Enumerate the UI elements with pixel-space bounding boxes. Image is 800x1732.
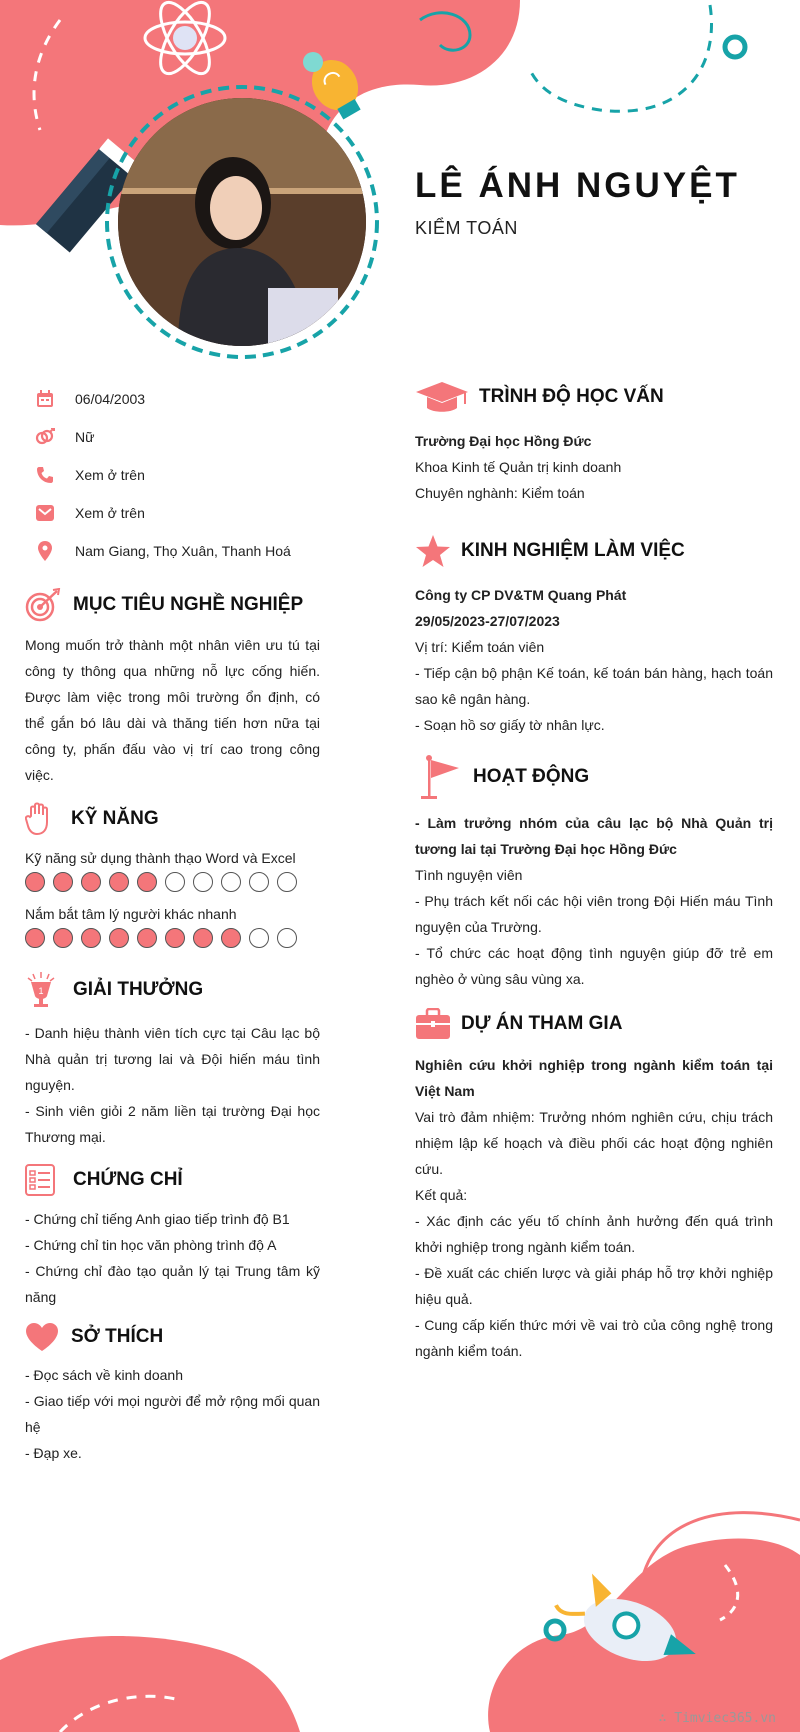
education-title: TRÌNH ĐỘ HỌC VẤN [479,386,664,407]
rating-dot-empty [277,872,297,892]
rating-dot-filled [81,928,101,948]
project-item: Kết quả: [415,1187,468,1203]
rating-dot-filled [109,928,129,948]
hobbies-list [25,1362,320,1466]
certificate-item: - Chứng chỉ đào tạo quản lý tại Trung tâm kỹ năng [25,1263,320,1305]
contact-address [25,532,320,570]
rating-dot-filled [193,928,213,948]
certificate-item: - Chứng chỉ tin học văn phòng trình độ A [25,1237,277,1253]
education-details [415,428,773,506]
hobbies-title: SỞ THÍCH [71,1326,164,1347]
experience-header [415,534,773,568]
bulb-cap [303,52,323,72]
certificates-title: CHỨNG CHỈ [73,1169,183,1190]
rating-dot-filled [53,928,73,948]
rating-dot-filled [53,872,73,892]
bottom-left-blob [0,1636,300,1732]
faculty: Khoa Kinh tế Quản trị kinh doanh [415,459,622,475]
dashed-curve [530,5,712,111]
school-name: Trường Đại học Hồng Đức [415,433,592,449]
activity-item: Tình nguyện viên [415,867,523,883]
major: Chuyên nghành: Kiểm toán [415,485,585,501]
awards-list [25,1020,320,1150]
rating-dot-filled [25,928,45,948]
heart-icon [25,1322,59,1352]
flag-icon [415,754,469,800]
email-value: Xem ở trên [75,505,145,521]
company-name: Công ty CP DV&TM Quang Phát [415,587,627,603]
birthday-value: 06/04/2003 [75,391,146,407]
rating-dot-empty [165,872,185,892]
contact-list [25,380,320,570]
certificate-item: - Chứng chỉ tiếng Anh giao tiếp trình độ B1 [25,1211,290,1227]
gender-value: Nữ [75,429,95,445]
portrait-illustration [118,98,366,346]
left-column [25,380,320,1466]
activities-details [415,810,773,992]
activities-title: HOẠT ĐỘNG [473,766,590,787]
objective-title: MỤC TIÊU NGHỀ NGHIỆP [73,594,304,615]
skill-item [25,906,320,948]
rating-dot-empty [249,928,269,948]
skill-label: Nắm bắt tâm lý người khác nhanh [25,906,237,922]
hobby-item: - Đọc sách về kinh doanh [25,1367,183,1383]
work-period: 29/05/2023-27/07/2023 [415,613,560,629]
activities-header [415,754,773,800]
hobby-item: - Giao tiếp với mọi người để mở rộng mối quan hệ [25,1393,320,1435]
calendar-icon [25,390,65,408]
rating-dot-empty [193,872,213,892]
checklist-icon [25,1164,55,1196]
skills-title: KỸ NĂNG [71,808,159,829]
skills-header [25,802,320,836]
profile-photo [118,98,366,346]
rating-dot-empty [249,872,269,892]
projects-title: DỰ ÁN THAM GIA [461,1013,623,1034]
svg-text:1: 1 [38,986,44,996]
job-title: KIỂM TOÁN [415,218,518,238]
objective-text: Mong muốn trở thành một nhân viên ưu tú tại công ty thông qua những nỗ lực cống hiến. Được làm việc trong môi trường ổn định, có thể gắn bó lâu dài và thăng tiến hơn nữa tại công ty, phấn đấu vào vị trí cao trong công việc. [25,637,320,783]
right-column [415,380,773,1364]
hand-icon [25,802,55,836]
location-icon [25,541,65,561]
project-item: - Đề xuất các chiến lược và giải pháp hỗ trợ khởi nghiệp hiệu quả. [415,1265,773,1307]
contact-gender [25,418,320,456]
rating-dot-filled [137,928,157,948]
rating-dot-filled [81,872,101,892]
awards-title: GIẢI THƯỞNG [73,979,204,1000]
watermark: ∴ Timviec365.vn [658,1711,776,1726]
certificates-header [25,1164,320,1196]
rating-dot-filled [25,872,45,892]
projects-details [415,1052,773,1364]
phone-icon [25,466,65,484]
skill-rating [25,872,320,892]
contact-email [25,494,320,532]
project-item: Vai trò đảm nhiệm: Trưởng nhóm nghiên cứu, chịu trách nhiệm lập kế hoạch và điều phối các hoạt động nghiên cứu. [415,1109,773,1177]
experience-title: KINH NGHIỆM LÀM VIỆC [461,540,685,561]
gender-icon [25,428,65,446]
skill-rating [25,928,320,948]
activity-item: - Tổ chức các hoạt động tình nguyện giúp đỡ trẻ em nghèo ở vùng sâu vùng xa. [415,945,773,987]
contact-birthday [25,380,320,418]
skill-item [25,850,320,892]
briefcase-icon [415,1008,451,1040]
hobby-item: - Đạp xe. [25,1445,82,1461]
project-item: - Xác định các yếu tố chính ảnh hưởng đến quá trình khởi nghiệp trong ngành kiểm toán. [415,1213,773,1255]
trophy-icon [25,970,57,1010]
projects-header [415,1008,773,1040]
hobbies-header [25,1322,320,1352]
experience-item: - Tiếp cận bộ phận Kế toán, kế toán bán hàng, hạch toán sao kê ngân hàng. [415,665,773,707]
ring [725,37,745,57]
experience-item: - Soạn hồ sơ giấy tờ nhân lực. [415,717,605,733]
email-icon [25,505,65,521]
rating-dot-filled [109,872,129,892]
star-icon [415,534,451,568]
award-item: - Danh hiệu thành viên tích cực tại Câu lạc bộ Nhà quản trị tương lai và Đội hiến máu tình nguyện. [25,1025,320,1093]
contact-phone [25,456,320,494]
candidate-name: LÊ ÁNH NGUYỆT [415,166,740,205]
rating-dot-filled [137,872,157,892]
activity-headline: - Làm trưởng nhóm của câu lạc bộ Nhà Quản trị tương lai tại Trường Đại học Hồng Đức [415,815,773,857]
rating-dot-empty [221,872,241,892]
awards-header [25,970,320,1010]
certificates-list [25,1206,320,1310]
rating-dot-empty [277,928,297,948]
activity-item: - Phụ trách kết nối các hội viên trong Đội Hiến máu Tình nguyện của Trường. [415,893,773,935]
award-item: - Sinh viên giỏi 2 năm liền tại trường Đại học Thương mại. [25,1103,320,1145]
project-headline: Nghiên cứu khởi nghiệp trong ngành kiểm toán tại Việt Nam [415,1057,773,1099]
experience-item: Vị trí: Kiểm toán viên [415,639,545,655]
rating-dot-filled [165,928,185,948]
graduation-cap-icon [415,380,469,414]
project-item: - Cung cấp kiến thức mới về vai trò của công nghệ trong ngành kiểm toán. [415,1317,773,1359]
education-header [415,380,773,414]
rating-dot-filled [221,928,241,948]
target-icon [25,588,61,622]
experience-details [415,582,773,738]
phone-value: Xem ở trên [75,467,145,483]
objective-header [25,588,320,622]
address-value: Nam Giang, Thọ Xuân, Thanh Hoá [75,543,291,559]
skill-label: Kỹ năng sử dụng thành thạo Word và Excel [25,850,296,866]
